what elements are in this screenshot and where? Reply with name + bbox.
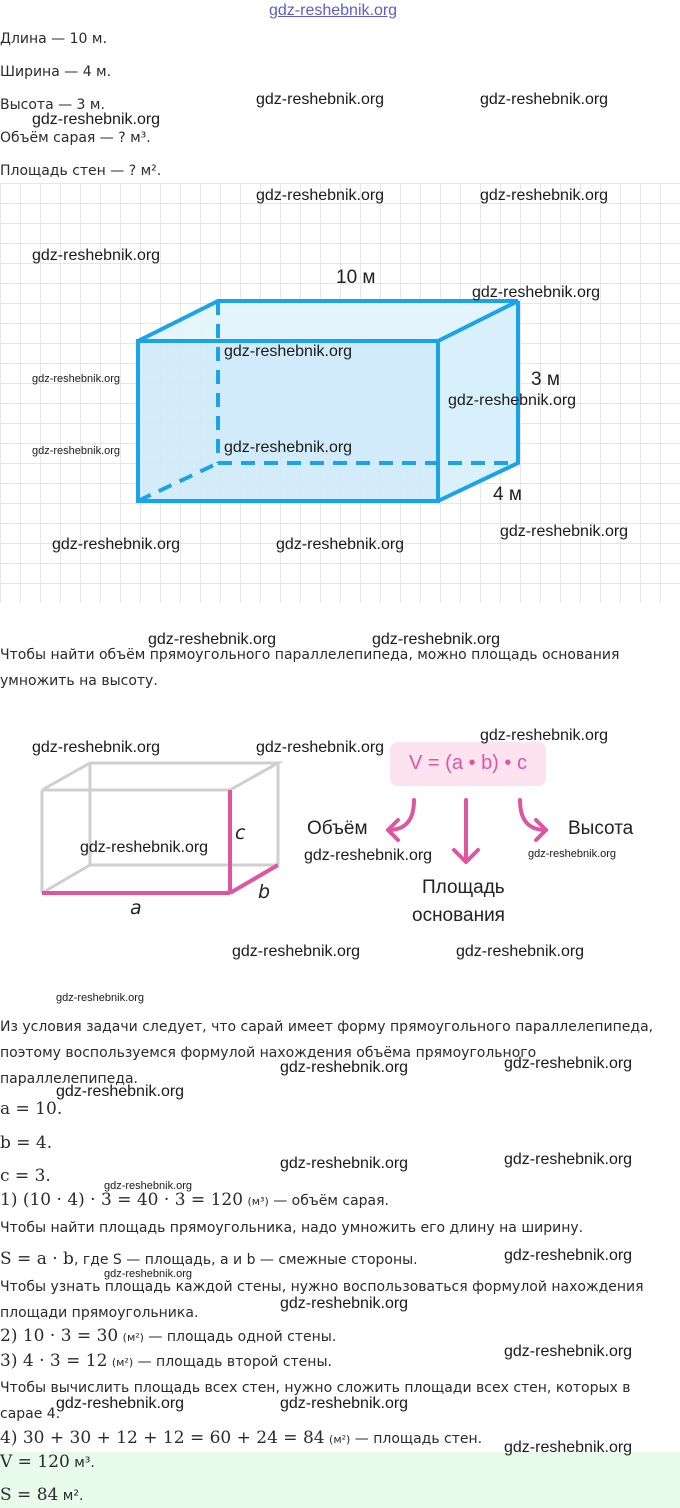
watermark: gdz-reshebnik.org (224, 343, 353, 360)
watermark: gdz-reshebnik.org (528, 848, 617, 860)
parallelepiped-sketch (30, 755, 330, 915)
watermark: gdz-reshebnik.org (504, 1055, 633, 1072)
rect-formula-math: S = a · b (0, 1249, 74, 1269)
watermark: gdz-reshebnik.org (456, 943, 585, 960)
watermark: gdz-reshebnik.org (480, 91, 609, 108)
width-label: 4 м (493, 484, 522, 505)
value-c: c = 3. (0, 1166, 51, 1186)
answer-walls-math: S = 84 (0, 1485, 59, 1505)
watermark: gdz-reshebnik.org (256, 91, 385, 108)
watermark: gdz-reshebnik.org (32, 373, 121, 385)
base-area-word-2: основания (412, 905, 505, 926)
step-1-math: 1) (10 · 4) · 3 = 40 · 3 = 120 (0, 1190, 244, 1210)
watermark: gdz-reshebnik.org (504, 1247, 633, 1264)
answer-volume-math: V = 120 (0, 1452, 70, 1472)
watermark: gdz-reshebnik.org (372, 631, 501, 648)
wall-rule: Чтобы узнать площадь каждой стены, нужно воспользоваться формулой нахождения площади прямоугольника. (0, 1279, 644, 1321)
watermark: gdz-reshebnik.org (280, 1155, 409, 1172)
given-height: Высота — 3 м. (0, 97, 105, 113)
given-walls: Площадь стен — ? м². (0, 163, 162, 179)
watermark: gdz-reshebnik.org (32, 247, 161, 264)
step-1 (0, 1191, 389, 1211)
answer-walls-unit: м². (58, 1488, 84, 1504)
step-2-math: 2) 10 · 3 = 30 (0, 1326, 119, 1346)
watermark: gdz-reshebnik.org (52, 536, 181, 553)
site-watermark-link[interactable]: gdz-reshebnik.org (269, 2, 398, 19)
volume-explanation: Чтобы найти объём прямоугольного параллелепипеда, можно площадь основания умножить на высоту. (0, 647, 620, 689)
watermark: gdz-reshebnik.org (32, 111, 161, 128)
height-label: 3 м (531, 369, 560, 390)
watermark: gdz-reshebnik.org (80, 839, 209, 856)
step-3-math: 3) 4 · 3 = 12 (0, 1351, 108, 1371)
height-word: Высота (568, 818, 634, 839)
rect-rule: Чтобы найти площадь прямоугольника, надо умножить его длину на ширину. (0, 1220, 584, 1236)
step-4-math: 4) 30 + 30 + 12 + 12 = 60 + 24 = 84 (0, 1428, 325, 1448)
answer-volume-unit: м³. (69, 1455, 95, 1471)
watermark: gdz-reshebnik.org (280, 1059, 409, 1076)
watermark: gdz-reshebnik.org (500, 523, 629, 540)
step-1-unit: (м³) (247, 1195, 269, 1208)
step-4 (0, 1429, 482, 1449)
value-a: a = 10. (0, 1099, 63, 1119)
rect-formula (0, 1250, 418, 1269)
watermark: gdz-reshebnik.org (56, 992, 145, 1004)
volume-word: Объём (307, 818, 368, 839)
watermark: gdz-reshebnik.org (280, 1395, 409, 1412)
value-b: b = 4. (0, 1133, 53, 1153)
step-4-unit: (м²) (329, 1433, 351, 1446)
step-4-text: — площадь стен. (350, 1431, 483, 1447)
watermark: gdz-reshebnik.org (148, 631, 277, 648)
watermark: gdz-reshebnik.org (472, 284, 601, 301)
watermark: gdz-reshebnik.org (448, 392, 577, 409)
watermark: gdz-reshebnik.org (104, 1180, 193, 1192)
solution-intro: Из условия задачи следует, что сарай имеет форму прямоугольного параллелепипеда, поэтому воспользуемся формулой нахождения объёма прямоугольного параллелепипеда. (0, 1019, 654, 1087)
given-length: Длина — 10 м. (0, 31, 107, 47)
step-1-text: — объём сарая. (268, 1193, 389, 1209)
step-3 (0, 1352, 332, 1372)
edge-label-a: a (130, 897, 142, 919)
step-2-unit: (м²) (122, 1331, 144, 1344)
answer-volume (0, 1453, 95, 1472)
watermark: gdz-reshebnik.org (480, 727, 609, 744)
watermark: gdz-reshebnik.org (104, 1268, 193, 1280)
watermark: gdz-reshebnik.org (232, 943, 361, 960)
base-area-word: Площадь (422, 877, 505, 898)
watermark: gdz-reshebnik.org (56, 1083, 185, 1100)
watermark: gdz-reshebnik.org (504, 1343, 633, 1360)
rect-formula-text: , где S — площадь, a и b — смежные стороны. (73, 1252, 418, 1268)
length-label: 10 м (336, 267, 376, 288)
watermark: gdz-reshebnik.org (32, 445, 121, 457)
given-width: Ширина — 4 м. (0, 64, 112, 80)
watermark: gdz-reshebnik.org (280, 1295, 409, 1312)
sum-rule: Чтобы вычислить площадь всех стен, нужно сложить площади всех стен, которых в сарае 4. (0, 1380, 631, 1422)
step-3-text: — площадь второй стены. (133, 1354, 332, 1370)
watermark: gdz-reshebnik.org (224, 439, 353, 456)
watermark: gdz-reshebnik.org (256, 187, 385, 204)
edge-label-b: b (258, 881, 271, 903)
watermark: gdz-reshebnik.org (480, 187, 609, 204)
edge-label-c: c (235, 822, 246, 844)
watermark: gdz-reshebnik.org (256, 739, 385, 756)
watermark: gdz-reshebnik.org (32, 739, 161, 756)
answer-block (0, 1452, 680, 1508)
given-volume: Объём сарая — ? м³. (0, 130, 151, 146)
watermark: gdz-reshebnik.org (56, 1395, 185, 1412)
step-2-text: — площадь одной стены. (143, 1329, 337, 1345)
watermark: gdz-reshebnik.org (276, 536, 405, 553)
watermark: gdz-reshebnik.org (304, 847, 433, 864)
step-3-unit: (м²) (111, 1356, 134, 1369)
watermark: gdz-reshebnik.org (504, 1151, 633, 1168)
watermark: gdz-reshebnik.org (504, 1439, 633, 1456)
formula-text: V = (a • b) • c (409, 752, 527, 774)
answer-walls (0, 1486, 83, 1505)
step-2 (0, 1327, 336, 1347)
